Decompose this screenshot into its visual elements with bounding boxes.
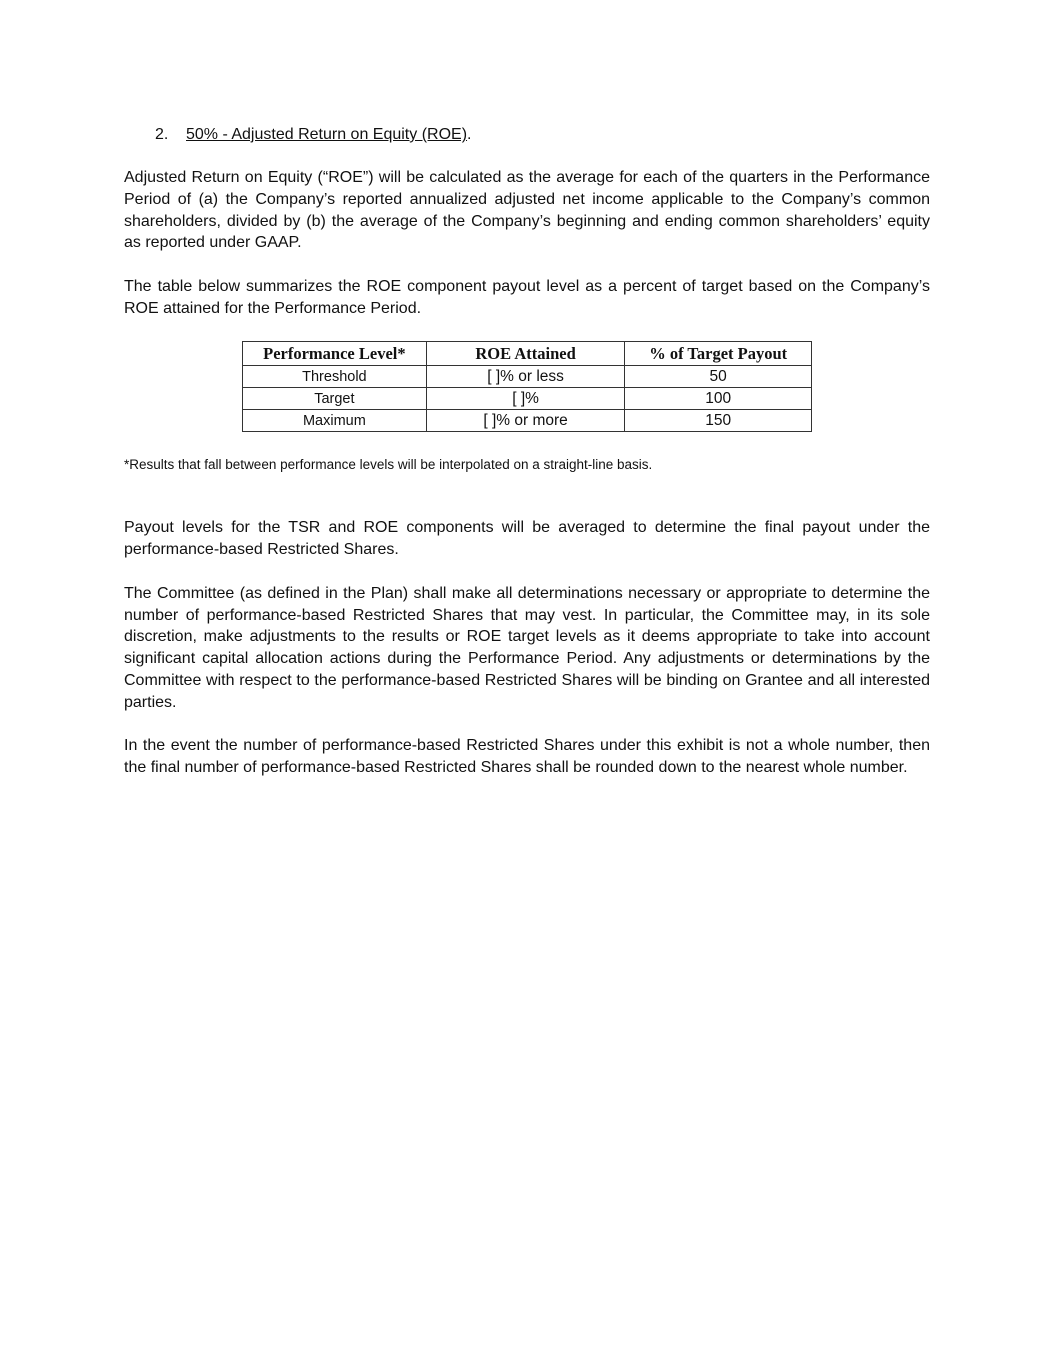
rounding-paragraph: In the event the number of performance-based Restricted Shares under this exhibit is not a whole number, then the final number of performance-based Restricted Shares shall be rounded down to the nearest whole number. <box>124 737 930 777</box>
table-row <box>243 366 812 388</box>
table-row <box>243 410 812 432</box>
cell-roe: [ ]% or more <box>426 410 625 432</box>
payout-averaging-paragraph: Payout levels for the TSR and ROE components will be averaged to determine the final payout under the performance-based Restricted Shares. <box>124 519 930 559</box>
cell-payout: 100 <box>625 388 812 410</box>
section-heading <box>155 124 930 146</box>
cell-roe: [ ]% or less <box>426 366 625 388</box>
table-header-row <box>243 342 812 366</box>
table-footnote: *Results that fall between performance levels will be interpolated on a straight-line basis. <box>124 457 653 473</box>
table-row <box>243 388 812 410</box>
header-roe-attained: ROE Attained <box>426 342 625 366</box>
section-number: 2. <box>155 126 169 143</box>
cell-payout: 150 <box>625 410 812 432</box>
payout-table-wrapper <box>242 341 930 432</box>
section-title: 50% - Adjusted Return on Equity (ROE) <box>186 126 468 143</box>
cell-level: Threshold <box>243 366 427 388</box>
page-content <box>124 124 930 801</box>
payout-table <box>242 341 812 432</box>
roe-definition-paragraph: Adjusted Return on Equity (“ROE”) will be calculated as the average for each of the quarters in the Performance Period of (a) the Company’s reported annualized adjusted net income applicable to the Company’s common shareholders, divided by (b) the average of the Company’s beginning and ending common shareholders’ equity as reported under GAAP. <box>124 169 930 252</box>
table-intro-paragraph: The table below summarizes the ROE component payout level as a percent of target based on the Company’s ROE attained for the Performance Period. <box>124 277 930 317</box>
header-target-payout: % of Target Payout <box>625 342 812 366</box>
cell-payout: 50 <box>625 366 812 388</box>
cell-level: Maximum <box>243 410 427 432</box>
header-performance-level: Performance Level* <box>243 342 427 366</box>
cell-level: Target <box>243 388 427 410</box>
section-title-suffix: . <box>467 126 472 143</box>
committee-paragraph: The Committee (as defined in the Plan) shall make all determinations necessary or appropriate to determine the number of performance-based Restricted Shares that may vest. In particular, the Committee may, in its sole discretion, make adjustments to the results or ROE target levels as it deems appropriate to take into account significant capital allocation actions during the Performance Period. Any adjustments or determinations by the Committee with respect to the performance-based Restricted Shares will be binding on Grantee and all interested parties. <box>124 584 930 711</box>
cell-roe: [ ]% <box>426 388 625 410</box>
